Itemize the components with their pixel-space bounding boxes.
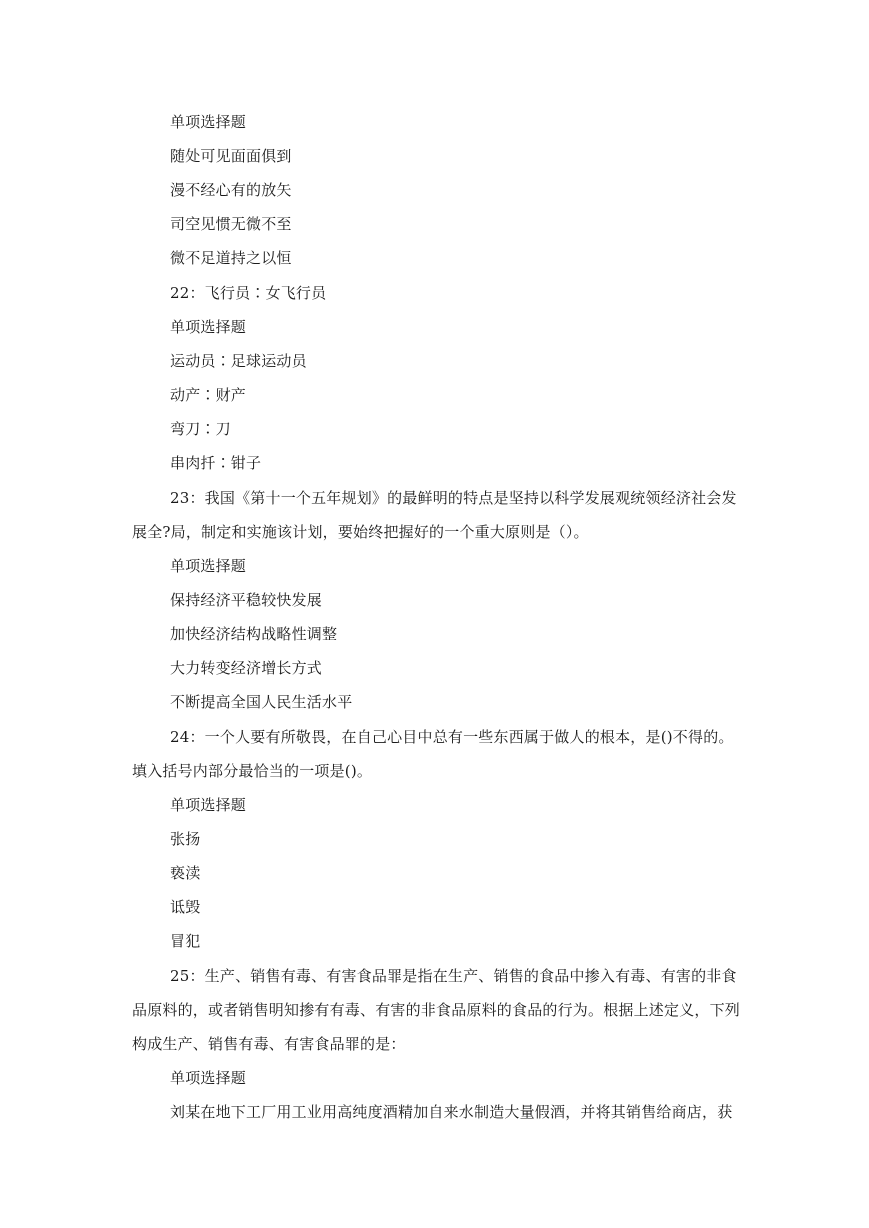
option-text: 不断提高全国人民生活水平 [170, 693, 353, 711]
question-type-label: 单项选择题 [170, 557, 247, 575]
question-stem: 22：飞行员∶女飞行员 [170, 284, 327, 302]
option-text: 随处可见面面俱到 [170, 147, 292, 165]
option-text: 加快经济结构战略性调整 [170, 625, 338, 643]
question-stem: 24：一个人要有所敬畏，在自己心目中总有一些东西属于做人的根本，是()不得的。 [170, 728, 734, 746]
option-text: 串肉扦∶钳子 [170, 454, 262, 472]
option-text: 动产∶财产 [170, 386, 247, 404]
option-text: 张扬 [170, 830, 201, 848]
option-text: 漫不经心有的放矢 [170, 181, 292, 199]
question-type-label: 单项选择题 [170, 796, 247, 814]
question-stem: 品原料的，或者销售明知掺有有毒、有害的非食品原料的食品的行为。根据上述定义，下列 [132, 1001, 741, 1019]
option-text: 亵渎 [170, 864, 201, 882]
option-text: 刘某在地下工厂用工业用高纯度酒精加自来水制造大量假酒，并将其销售给商店，获 [170, 1103, 733, 1121]
question-type-label: 单项选择题 [170, 318, 247, 336]
question-stem: 构成生产、销售有毒、有害食品罪的是： [132, 1035, 406, 1053]
question-stem: 25：生产、销售有毒、有害食品罪是指在生产、销售的食品中掺入有毒、有害的非食 [170, 967, 737, 985]
question-type-label: 单项选择题 [170, 1069, 247, 1087]
question-type-label: 单项选择题 [170, 113, 247, 131]
question-stem: 填入括号内部分最恰当的一项是()。 [132, 762, 373, 780]
question-stem: 23：我国《第十一个五年规划》的最鲜明的特点是坚持以科学发展观统领经济社会发 [170, 489, 737, 507]
option-text: 诋毁 [170, 898, 201, 916]
question-stem: 展全?局，制定和实施该计划，要始终把握好的一个重大原则是（）。 [132, 523, 589, 541]
option-text: 司空见惯无微不至 [170, 215, 292, 233]
option-text: 微不足道持之以恒 [170, 249, 292, 267]
option-text: 大力转变经济增长方式 [170, 659, 323, 677]
option-text: 冒犯 [170, 932, 201, 950]
option-text: 弯刀∶刀 [170, 420, 231, 438]
option-text: 保持经济平稳较快发展 [170, 591, 323, 609]
option-text: 运动员∶足球运动员 [170, 352, 307, 370]
